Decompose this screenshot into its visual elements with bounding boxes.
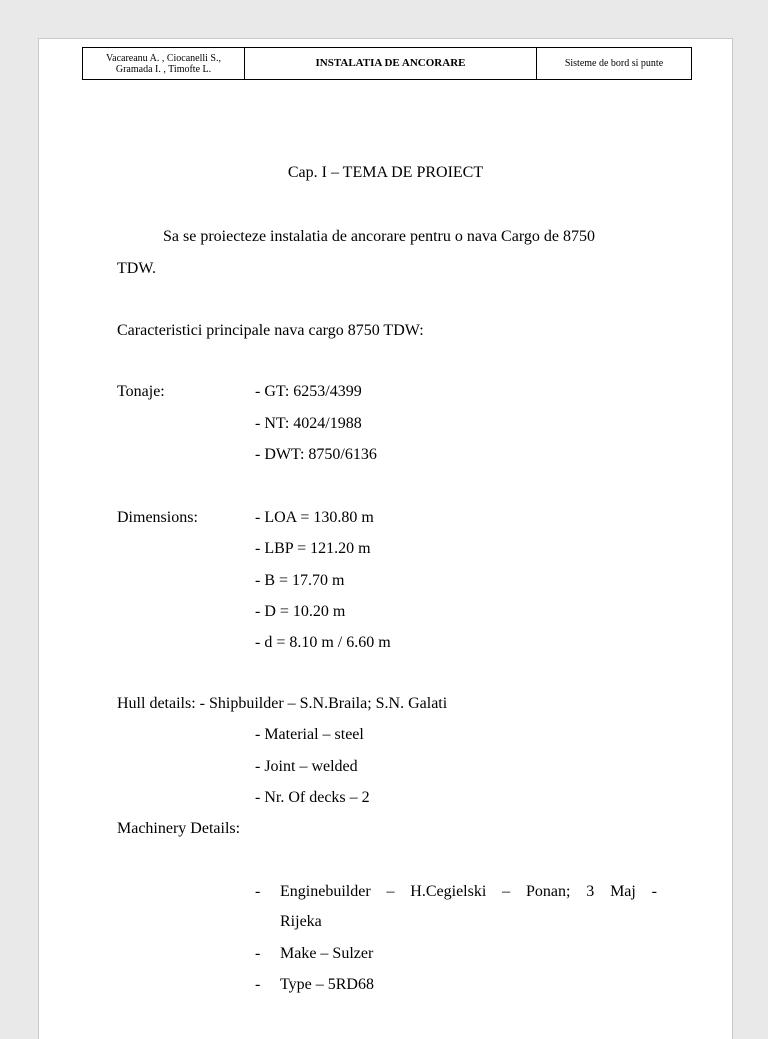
page-header-table xyxy=(82,47,692,80)
tonaje-item-dwt: - DWT: 8750/6136 xyxy=(255,446,377,463)
bullet-dash: - xyxy=(255,976,261,993)
hull-material: - Material – steel xyxy=(255,726,364,743)
dimensions-label: Dimensions: xyxy=(117,509,198,526)
intro-line-1: Sa se proiecteze instalatia de ancorare pentru o nava Cargo de 8750 xyxy=(163,228,595,245)
dimension-d: - D = 10.20 m xyxy=(255,603,346,620)
bullet-dash: - xyxy=(255,883,261,900)
header-authors xyxy=(83,48,245,80)
header-authors-line1: Vacareanu A. , Ciocanelli S., xyxy=(106,52,221,64)
enginebuilder-word: Maj xyxy=(610,883,636,900)
enginebuilder-word: H.Cegielski xyxy=(410,883,487,900)
enginebuilder-word: - xyxy=(651,883,657,900)
machinery-details-label: Machinery Details: xyxy=(117,820,241,837)
hull-decks: - Nr. Of decks – 2 xyxy=(255,789,370,806)
dimension-lbp: - LBP = 121.20 m xyxy=(255,540,371,557)
enginebuilder-word: – xyxy=(502,883,511,900)
make-text: Make – Sulzer xyxy=(280,945,374,962)
chapter-title: Cap. I – TEMA DE PROIECT xyxy=(287,164,484,181)
type-text: Type – 5RD68 xyxy=(280,976,374,993)
tonaje-item-gt: - GT: 6253/4399 xyxy=(255,383,362,400)
dimension-loa: - LOA = 130.80 m xyxy=(255,509,374,526)
bullet-dash: - xyxy=(255,945,261,962)
tonaje-label: Tonaje: xyxy=(117,383,165,400)
header-subject: Sisteme de bord si punte xyxy=(537,48,692,80)
tonaje-item-nt: - NT: 4024/1988 xyxy=(255,415,362,432)
enginebuilder-text xyxy=(280,882,657,902)
enginebuilder-word: Enginebuilder xyxy=(280,883,371,900)
enginebuilder-line2: Rijeka xyxy=(280,913,322,930)
characteristics-heading: Caracteristici principale nava cargo 8750 TDW: xyxy=(117,322,424,339)
dimension-b: - B = 17.70 m xyxy=(255,572,345,589)
enginebuilder-word: Ponan; xyxy=(525,883,571,900)
enginebuilder-word: 3 xyxy=(586,883,595,900)
hull-joint: - Joint – welded xyxy=(255,758,358,775)
document-page xyxy=(38,38,733,1039)
intro-line-2: TDW. xyxy=(117,260,156,277)
header-title: INSTALATIA DE ANCORARE xyxy=(245,48,537,80)
enginebuilder-word: – xyxy=(386,883,395,900)
dimension-draught: - d = 8.10 m / 6.60 m xyxy=(255,634,391,651)
header-authors-line2: Gramada I. , Timofte L. xyxy=(115,63,212,75)
hull-details-label: Hull details: - Shipbuilder – S.N.Braila; S.N. Galati xyxy=(117,695,448,712)
